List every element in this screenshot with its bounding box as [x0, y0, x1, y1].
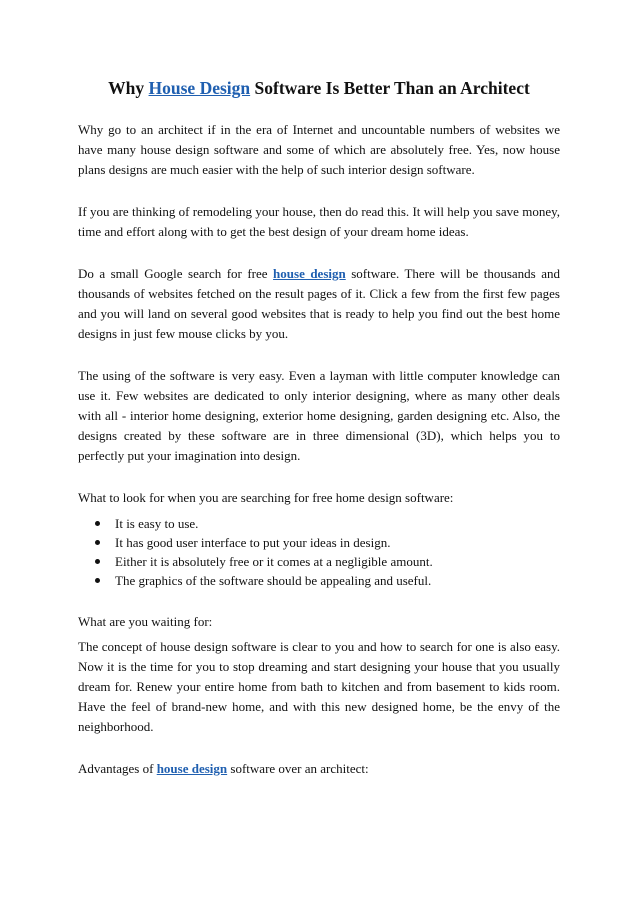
page-title — [78, 0, 560, 99]
p8-text-after: software over an architect: — [227, 761, 369, 776]
list-item: It has good user interface to put your ideas in design. — [115, 533, 560, 552]
paragraph-google-search — [78, 264, 560, 344]
criteria-list — [78, 514, 560, 590]
p8-text-before: Advantages of — [78, 761, 157, 776]
document-page — [78, 0, 560, 779]
house-design-link-1[interactable]: house design — [273, 266, 346, 281]
p3-text-after: software. There will be thousands and thousands of websites fetched on the result pages of it. Click a few from the first few pages and you will land on several good websites that is ready to help you find out the best home designs in just few mouse clicks by you. — [78, 266, 560, 341]
house-design-link-2[interactable]: house design — [156, 761, 228, 776]
paragraph-concept: The concept of house design software is clear to you and how to search for one is also easy. Now it is the time for you to stop dreaming and start designing your house that you usually dream for. Renew your entire home from bath to kitchen and from basement to kids room. Have the feel of brand-new home, and with this new designed home, be the envy of the neighborhood. — [78, 639, 560, 734]
title-text-before: Why — [108, 78, 149, 98]
title-house-design-link[interactable]: House Design — [148, 78, 251, 98]
list-item: Either it is absolutely free or it comes at a negligible amount. — [115, 552, 560, 571]
title-text-after: Software Is Better Than an Architect — [250, 78, 530, 98]
paragraph-remodeling: If you are thinking of remodeling your house, then do read this. It will help you save money, time and effort along with to get the best design of your dream home ideas. — [78, 204, 560, 239]
list-item: It is easy to use. — [115, 514, 560, 533]
paragraph-intro: Why go to an architect if in the era of Internet and uncountable numbers of websites we have many house design software and some of which are absolutely free. Yes, now house plans designs are much easier with the help of such interior design software. — [78, 122, 560, 177]
paragraph-what-to-look-for: What to look for when you are searching for free home design software: — [78, 490, 454, 505]
paragraph-what-waiting: What are you waiting for: — [78, 614, 213, 629]
list-item: The graphics of the software should be appealing and useful. — [115, 571, 560, 590]
paragraph-ease-of-use: The using of the software is very easy. Even a layman with little computer knowledge can use it. Few websites are dedicated to only interior designing, where as many other deals with all - interior home designing, exterior home designing, garden designing etc. Also, the designs created by these software are in three dimensional (3D), which helps you to perfectly put your imagination into design. — [78, 368, 560, 463]
p3-text-before: Do a small Google search for free — [78, 266, 274, 281]
paragraph-advantages — [78, 759, 560, 779]
